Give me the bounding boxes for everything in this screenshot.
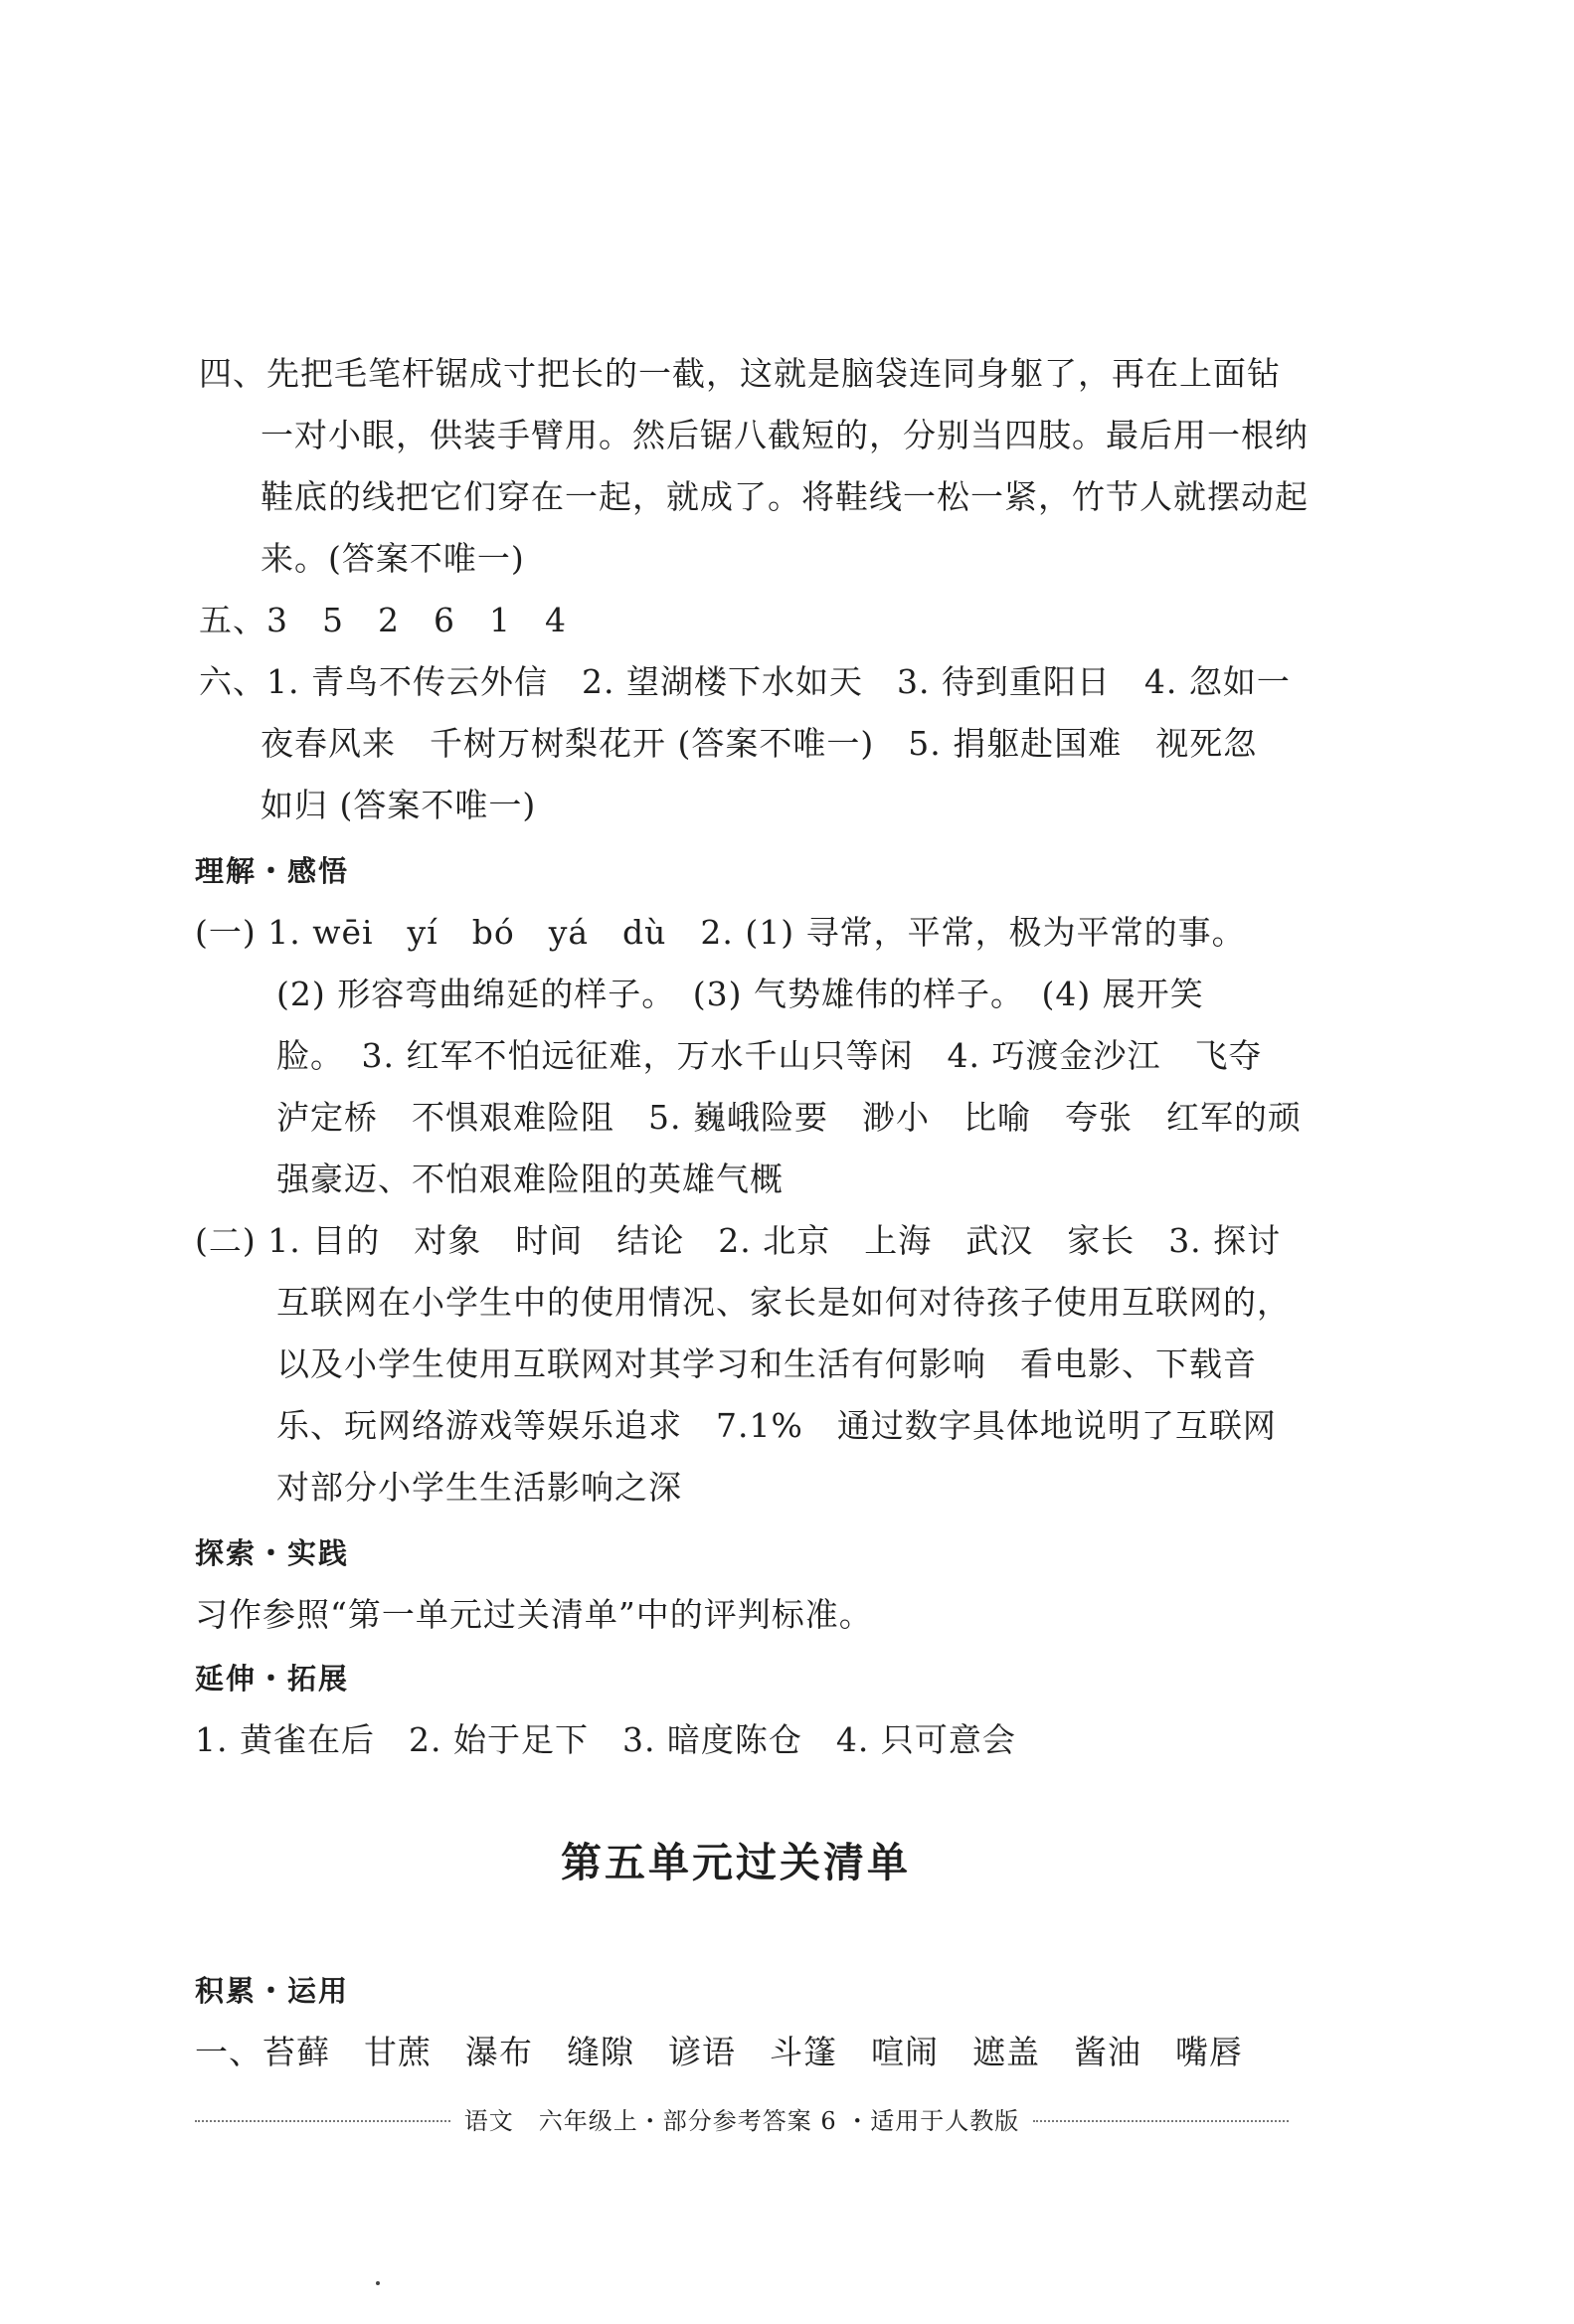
- part1-line1: (一) 1. wēi yí bó yá dù 2. (1) 寻常，平常，极为平常的事。: [195, 913, 1246, 952]
- footer-dotted-rule-left: [195, 2120, 450, 2122]
- heading-accumulate: 积累・运用: [195, 1974, 350, 2008]
- page-footer: [195, 2106, 1289, 2136]
- footer-dotted-rule-right: [1033, 2120, 1289, 2122]
- accumulate-text: 一、苔藓 甘蔗 瀑布 缝隙 谚语 斗篷 喧闹 遮盖 酱油 嘴唇: [195, 2033, 1243, 2071]
- scan-speck: [376, 2281, 380, 2285]
- heading-understand: 理解・感悟: [195, 854, 350, 888]
- section5-line1: 五、3 5 2 6 1 4: [199, 601, 567, 639]
- section6-line3: 如归 (答案不唯一): [261, 786, 537, 824]
- section4-line4: 来。(答案不唯一): [261, 539, 525, 578]
- part2-line3: 以及小学生使用互联网对其学习和生活有何影响 看电影、下载音: [276, 1344, 1257, 1383]
- part1-line4: 泸定桥 不惧艰难险阻 5. 巍峨险要 渺小 比喻 夸张 红军的顽: [276, 1098, 1302, 1137]
- part2-line4: 乐、玩网络游戏等娱乐追求 7.1% 通过数字具体地说明了互联网: [276, 1406, 1277, 1445]
- part2-line1: (二) 1. 目的 对象 时间 结论 2. 北京 上海 武汉 家长 3. 探讨: [195, 1221, 1282, 1260]
- heading-extend: 延伸・拓展: [195, 1662, 350, 1696]
- section4-line3: 鞋底的线把它们穿在一起，就成了。将鞋线一松一紧，竹节人就摆动起: [261, 477, 1309, 516]
- section6-line1: 六、1. 青鸟不传云外信 2. 望湖楼下水如天 3. 待到重阳日 4. 忽如一: [199, 662, 1291, 701]
- part1-line3: 脸。 3. 红军不怕远征难，万水千山只等闲 4. 巧渡金沙江 飞夺: [276, 1036, 1263, 1075]
- part2-line2: 互联网在小学生中的使用情况、家长是如何对待孩子使用互联网的，: [276, 1283, 1291, 1322]
- part1-line2: (2) 形容弯曲绵延的样子。 (3) 气势雄伟的样子。 (4) 展开笑: [276, 975, 1204, 1013]
- explore-text: 习作参照“第一单元过关清单”中的评判标准。: [195, 1595, 873, 1634]
- extend-text: 1. 黄雀在后 2. 始于足下 3. 暗度陈仓 4. 只可意会: [195, 1720, 1016, 1759]
- unit5-title: 第五单元过关清单: [561, 1839, 911, 1886]
- part1-line5: 强豪迈、不怕艰难险阻的英雄气概: [276, 1160, 784, 1198]
- footer-text: 语文 六年级上・部分参考答案 6 ・适用于人教版: [463, 2107, 1020, 2135]
- heading-explore: 探索・实践: [195, 1536, 350, 1570]
- section4-line1: 四、先把毛笔杆锯成寸把长的一截，这就是脑袋连同身躯了，再在上面钻: [199, 354, 1281, 393]
- part2-line5: 对部分小学生生活影响之深: [276, 1468, 682, 1507]
- section6-line2: 夜春风来 千树万树梨花开 (答案不唯一) 5. 捐躯赴国难 视死忽: [261, 724, 1258, 763]
- section4-line2: 一对小眼，供装手臂用。然后锯八截短的，分别当四肢。最后用一根纳: [261, 416, 1309, 454]
